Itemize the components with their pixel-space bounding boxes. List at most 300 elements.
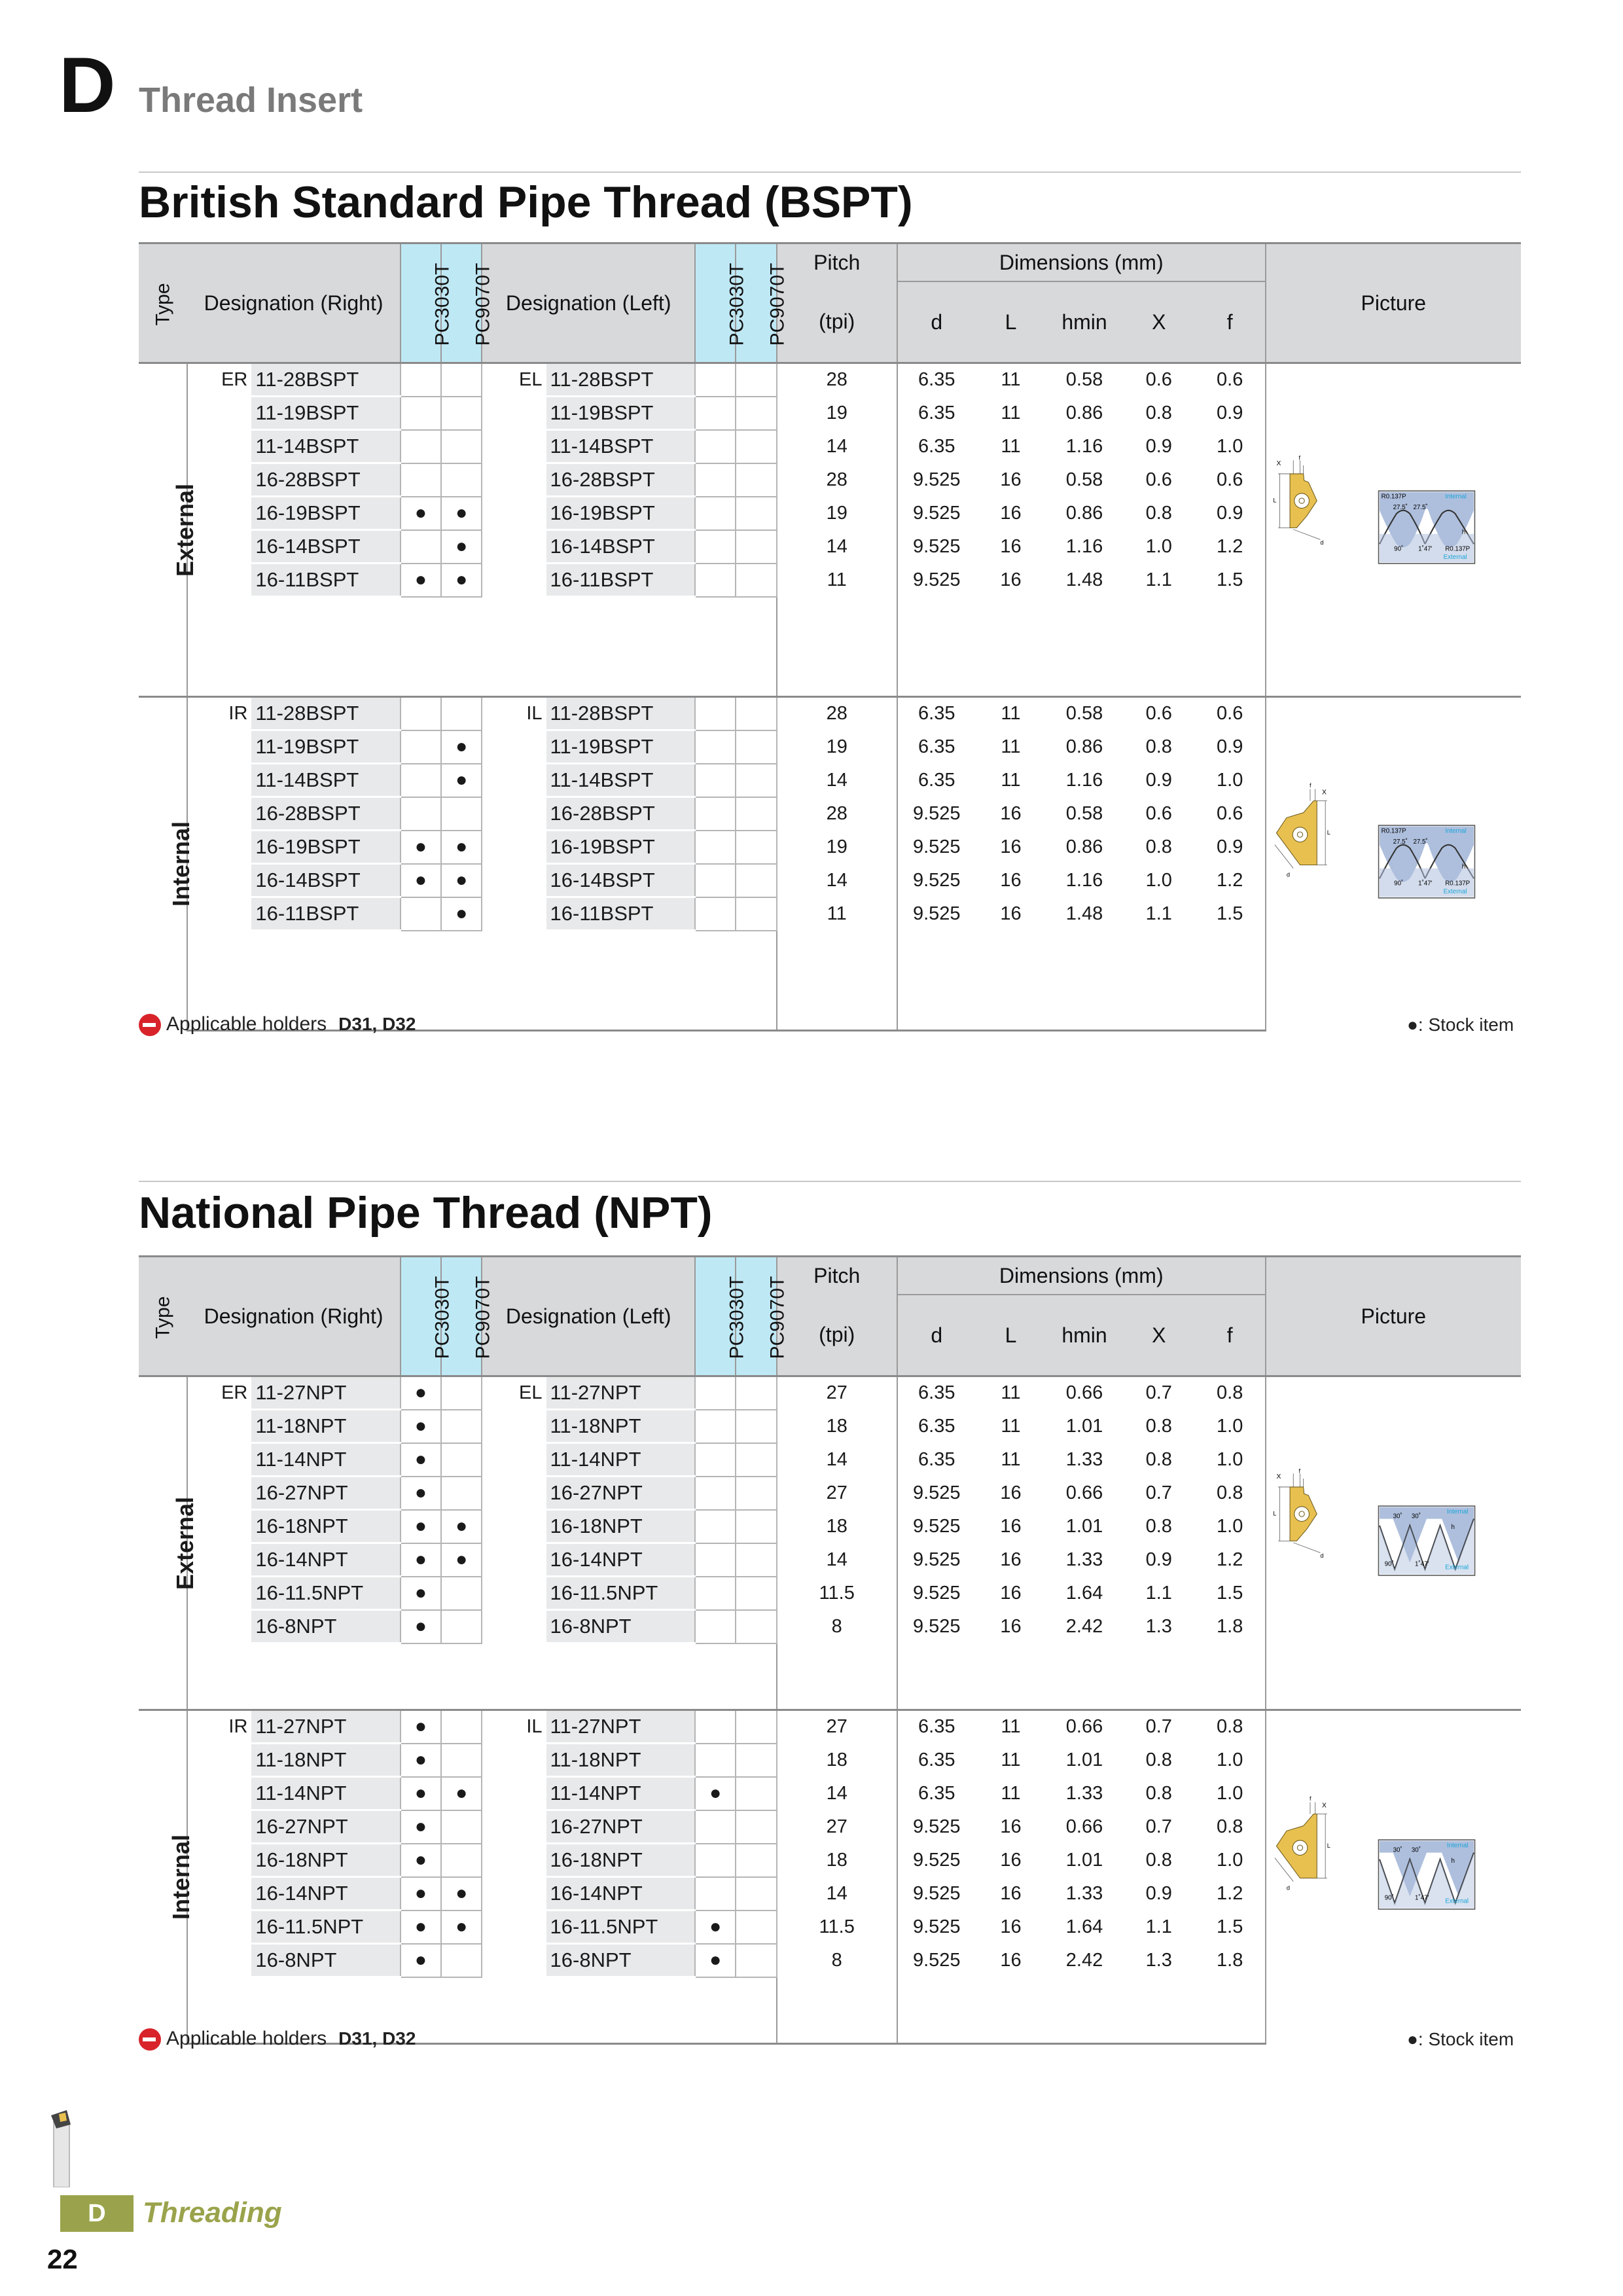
left-code: IL [482,1710,546,1744]
pitch-value [777,664,897,697]
grade2-stock-left [736,397,776,430]
X-value: 0.8 [1145,1782,1172,1804]
grade2-stock-left [736,1777,776,1810]
right-code [187,964,251,997]
grade1-stock-left [695,1510,736,1543]
hmin-value: 1.01 [1065,1749,1103,1770]
grade2-stock-right [441,1477,482,1510]
grade1-stock-left [695,931,736,964]
f-value: 0.6 [1195,797,1266,831]
X-value: 0.8 [1145,1515,1172,1537]
designation-left: 16-27NPT [546,1477,695,1510]
L-label: L [1327,1842,1330,1850]
hmin-value: 1.01 [1065,1849,1103,1871]
d-value [897,964,976,997]
L-value: 16 [1000,569,1022,590]
d-value: 9.525 [912,1949,961,1971]
designation-left-header: Designation (Left) [482,243,695,363]
grade1-stock-left: ● [695,1910,736,1944]
L-value: 16 [1000,1949,1022,1971]
f-value [1195,630,1266,664]
dimensions-header: Dimensions (mm) [897,1257,1266,1295]
grade2-stock-right [441,1744,482,1777]
h-label: h [1461,863,1465,870]
pitch-value: 11 [777,564,897,597]
grade2-stock-left [736,931,776,964]
grade2-stock-left [736,797,776,831]
right-code: ER [221,1382,248,1404]
radius-top-label: R0.137P [1381,493,1406,501]
grade1-stock-right [401,797,441,831]
grade1-stock-left [695,1977,736,2011]
grade1-stock-right [401,1977,441,2011]
X-value: 1.1 [1145,903,1172,924]
hmin-value [1046,964,1122,997]
f-value: 1.8 [1195,1944,1266,1977]
d-value [897,597,976,630]
grade2-stock-right [441,931,482,964]
grade1-stock-left [695,397,736,430]
grade1-stock-right: ● [401,497,441,530]
L-value: 11 [1001,435,1021,457]
grade2-stock-right: ● [441,764,482,797]
designation-left: 16-11.5NPT [546,1910,695,1944]
f-value [1195,964,1266,997]
picture-cell [1266,697,1521,1031]
designation-left [546,664,695,697]
pitch-value: 18 [777,1510,897,1543]
grade1-header-left: PC3030T [695,1257,736,1376]
L-value: 16 [1000,903,1022,924]
grade2-stock-left [736,1844,776,1877]
grade2-stock-left [736,530,776,564]
f-value: 0.9 [1195,831,1266,864]
npt-stock-note: ●: Stock item [1407,2029,1514,2049]
right-code [187,397,251,430]
grade1-stock-left [695,1376,736,1410]
hmin-value: 0.86 [1065,502,1103,524]
grade1-stock-left [695,1610,736,1643]
left-code [482,1643,546,1677]
grade2-stock-left [736,630,776,664]
left-code [482,730,546,764]
pitch-value: 14 [777,764,897,797]
X-value: 0.9 [1145,435,1172,457]
X-value: 0.8 [1145,402,1172,423]
hmin-value: 0.66 [1065,1382,1103,1404]
grade2-stock-right: ● [441,864,482,897]
pitch-value: 28 [777,797,897,831]
x-label: X [1276,459,1281,467]
h-label: h [1461,528,1465,536]
page-number: 22 [47,2244,78,2274]
grade1-header-left: PC3030T [695,243,736,363]
designation-right: 11-14NPT [251,1777,400,1810]
grade2-stock-left [736,697,776,730]
grade2-stock-right: ● [441,564,482,597]
X-value: 1.1 [1145,1582,1172,1604]
designation-left: 16-14NPT [546,1877,695,1910]
bspt-applicable-holders: Applicable holders D31, D32 [139,1013,416,1036]
designation-right: 11-27NPT [251,1710,400,1744]
grade2-stock-right [441,1810,482,1844]
picture-cell [1266,1376,1521,1710]
designation-left: 16-28BSPT [546,797,695,831]
grade1-stock-left: ● [695,1944,736,1977]
grade2-stock-left [736,2011,776,2044]
right-code: IR [187,697,251,730]
d-value: 9.525 [912,1515,961,1537]
f-value: 1.0 [1195,1744,1266,1777]
f-value [1195,597,1266,630]
grade2-stock-left [736,1910,776,1944]
picture-header: Picture [1266,243,1521,363]
grade1-stock-left [695,831,736,864]
d-value: 9.525 [912,502,961,524]
L-value [976,1677,1046,1710]
d-value: 9.525 [912,869,961,891]
grade2-stock-right [441,597,482,630]
designation-left: 16-18NPT [546,1844,695,1877]
X-header: X [1123,1295,1195,1376]
hmin-value: 0.86 [1065,736,1103,757]
f-value: 0.8 [1195,1710,1266,1744]
pitch-value [777,997,897,1031]
pitch-value: 28 [777,697,897,730]
h-label: h [1451,1857,1455,1865]
pitch-header: Pitch [777,243,897,282]
designation-right: 16-8NPT [251,1944,400,1977]
X-value: 1.1 [1145,1916,1172,1937]
d-value: 6.35 [918,435,955,457]
designation-right: 11-19BSPT [251,730,400,764]
grade2-stock-left [736,564,776,597]
designation-left: 16-8NPT [546,1944,695,1977]
L-value [976,1977,1046,2011]
designation-left: 11-27NPT [546,1376,695,1410]
angle-90-label: 90˚ [1393,545,1403,553]
f-value: 1.2 [1195,1877,1266,1910]
X-value [1123,1643,1195,1677]
grade1-stock-right: ● [401,1510,441,1543]
designation-left: 16-8NPT [546,1610,695,1643]
f-value: 1.5 [1195,564,1266,597]
grade1-stock-right [401,463,441,497]
pitch-value: 19 [777,831,897,864]
f-value: 1.0 [1195,1510,1266,1543]
grade2-stock-right: ● [441,1910,482,1944]
bspt-stock-note: ●: Stock item [1407,1014,1514,1035]
hmin-header: hmin [1046,1295,1122,1376]
designation-right: 16-11.5NPT [251,1910,400,1944]
designation-left [546,2011,695,2044]
left-code [482,1910,546,1944]
d-value [897,2011,976,2044]
L-value: 16 [1000,802,1022,824]
grade2-stock-left [736,463,776,497]
L-value [976,997,1046,1031]
grade1-stock-right: ● [401,1777,441,1810]
grade2-stock-right [441,1577,482,1610]
L-value [976,630,1046,664]
d-value [897,931,976,964]
angle-right-label: 27.5˚ [1413,503,1428,511]
pitch-value: 8 [777,1944,897,1977]
d-value [897,630,976,664]
X-value [1123,931,1195,964]
hmin-value: 2.42 [1065,1949,1103,1971]
angle-147-label: 1˚47' [1418,545,1433,553]
grade1-stock-left [695,1443,736,1477]
grade2-stock-right: ● [441,831,482,864]
insert-drawing [1274,782,1330,878]
grade2-stock-left [736,764,776,797]
type-header: Type [139,243,187,363]
grade1-stock-right [401,664,441,697]
designation-left: 11-27NPT [546,1710,695,1744]
X-value: 0.7 [1145,1382,1172,1404]
designation-right: 16-8NPT [251,1610,400,1643]
L-value: 16 [1000,1515,1022,1537]
d-value: 9.525 [912,469,961,490]
left-code [482,597,546,630]
type-text: External [171,483,199,577]
L-value [976,964,1046,997]
x-label: X [1276,1473,1281,1480]
left-code [482,530,546,564]
grade2-stock-left [736,997,776,1031]
left-code [482,497,546,530]
X-value [1123,630,1195,664]
grade2-stock-right: ● [441,1510,482,1543]
grade1-stock-left: ● [695,1777,736,1810]
X-value: 0.8 [1145,836,1172,857]
pitch-value [777,1677,897,1710]
grade2-stock-left [736,831,776,864]
X-value [1123,964,1195,997]
right-code [187,1944,251,1977]
d-value [897,664,976,697]
grade1-stock-right: ● [401,831,441,864]
designation-left: 16-27NPT [546,1810,695,1844]
hmin-value: 1.16 [1065,869,1103,891]
f-value: 0.6 [1195,363,1266,397]
L-value: 11 [1001,1782,1021,1804]
pitch-value [777,931,897,964]
X-value [1123,664,1195,697]
designation-left [546,597,695,630]
right-code [187,1977,251,2011]
designation-left: 11-19BSPT [546,730,695,764]
right-code [187,1610,251,1643]
X-value: 0.8 [1145,1749,1172,1770]
hmin-value [1046,1977,1122,2011]
insert-drawing [1273,1467,1323,1559]
grade1-stock-right: ● [401,564,441,597]
pitch-value: 18 [777,1744,897,1777]
grade1-stock-right: ● [401,1944,441,1977]
L-value: 11 [1001,402,1021,423]
grade2-stock-right [441,463,482,497]
grade2-stock-left [736,1543,776,1577]
pitch-value: 14 [777,1443,897,1477]
hmin-value: 0.58 [1065,369,1103,391]
hmin-value [1046,664,1122,697]
grade1-stock-left [695,1577,736,1610]
hmin-value: 1.16 [1065,535,1103,557]
designation-left-header: Designation (Left) [482,1257,695,1376]
pitch-value: 19 [777,497,897,530]
left-code: EL [519,1382,543,1404]
f-label: f [1309,1795,1311,1803]
type-label [139,1710,195,2044]
designation-right: 16-14BSPT [251,530,400,564]
designation-right: 11-14BSPT [251,430,400,463]
angle-right-label: 30˚ [1411,1513,1421,1520]
grade1-stock-right [401,397,441,430]
hmin-header: hmin [1046,281,1122,363]
L-value [976,931,1046,964]
grade2-stock-right: ● [441,497,482,530]
L-label: L [1327,829,1330,836]
left-code [482,797,546,831]
grade1-stock-right [401,897,441,931]
L-value: 11 [1001,769,1021,791]
arrow-circle-icon [139,2028,161,2051]
grade2-stock-right [441,1844,482,1877]
hmin-value: 1.33 [1065,1448,1103,1470]
grade1-header: PC3030T [401,1257,441,1376]
X-value [1123,1977,1195,2011]
grade2-stock-left [736,1877,776,1910]
hmin-value: 0.86 [1065,836,1103,857]
right-code [187,897,251,931]
L-value: 16 [1000,869,1022,891]
pitch-value: 28 [777,463,897,497]
X-value: 0.6 [1145,802,1172,824]
designation-left [546,964,695,997]
right-code [187,664,251,697]
hmin-value: 0.58 [1065,469,1103,490]
left-code [482,764,546,797]
designation-right: 11-14BSPT [251,764,400,797]
L-value: 11 [1001,1382,1021,1404]
grade2-header-left: PC9070T [736,1257,776,1376]
grade1-stock-right [401,1677,441,1710]
grade2-stock-right [441,2011,482,2044]
grade2-stock-left [736,1577,776,1610]
pitch-value: 19 [777,397,897,430]
radius-bottom-label: R0.137P [1444,545,1470,553]
grade1-stock-right [401,764,441,797]
f-value: 0.8 [1195,1376,1266,1410]
pitch-value: 14 [777,864,897,897]
designation-left: 11-18NPT [546,1744,695,1777]
section-name: Threading [143,2197,282,2229]
pitch-value [777,630,897,664]
table-row [139,697,1521,730]
grade2-stock-left [736,1477,776,1510]
right-code [187,864,251,897]
pitch-value: 27 [777,1710,897,1744]
grade1-stock-left [695,1810,736,1844]
designation-right: 11-18NPT [251,1410,400,1443]
designation-right: 16-14NPT [251,1877,400,1910]
X-value [1123,997,1195,1031]
pitch-value: 18 [777,1410,897,1443]
grade1-stock-right [401,530,441,564]
left-code: IL [482,697,546,730]
grade1-stock-left [695,664,736,697]
pitch-value: 14 [777,530,897,564]
grade2-stock-right: ● [441,530,482,564]
grade2-stock-left [736,1744,776,1777]
L-value: 16 [1000,469,1022,490]
f-value: 1.2 [1195,864,1266,897]
f-value: 1.2 [1195,1543,1266,1577]
f-value [1195,931,1266,964]
left-code [482,1477,546,1510]
internal-insert-diagram [1266,766,1378,897]
f-value: 1.0 [1195,1410,1266,1443]
designation-left: 11-14BSPT [546,430,695,463]
f-value [1195,1677,1266,1710]
grade1-stock-right: ● [401,864,441,897]
left-code [482,1577,546,1610]
X-value: 1.3 [1145,1615,1172,1637]
f-value: 0.9 [1195,497,1266,530]
designation-left: 11-14NPT [546,1777,695,1810]
d-value: 6.35 [918,1749,955,1770]
designation-right [251,664,400,697]
L-value: 16 [1000,836,1022,857]
L-value [976,597,1046,630]
pitch-value [777,964,897,997]
insert-drawing [1273,454,1323,546]
external-label: External [1443,888,1467,895]
designation-left: 11-18NPT [546,1410,695,1443]
right-code: ER [221,369,248,391]
d-value: 6.35 [918,1382,955,1404]
grade2-stock-left [736,497,776,530]
designation-right: 16-14NPT [251,1543,400,1577]
d-value: 9.525 [912,1582,961,1604]
grade1-stock-left [695,1844,736,1877]
external-label: External [1443,553,1467,561]
table-row [139,1710,1521,1744]
left-code [482,1944,546,1977]
internal-label: Internal [1446,1507,1469,1515]
f-header: f [1195,281,1266,363]
internal-insert-diagram [1266,1779,1378,1910]
grade2-stock-right [441,1443,482,1477]
left-code: EL [519,369,543,391]
right-code [187,831,251,864]
designation-right [251,1643,400,1677]
hmin-value: 0.86 [1065,402,1103,423]
type-label [139,363,199,697]
designation-left [546,630,695,664]
designation-right: 16-14BSPT [251,864,400,897]
designation-left: 16-11.5NPT [546,1577,695,1610]
angle-left-label: 30˚ [1393,1513,1402,1520]
right-code [187,597,251,630]
external-label: External [1444,1564,1469,1571]
d-value: 6.35 [918,402,955,423]
designation-left [546,931,695,964]
f-value [1195,1643,1266,1677]
d-value [897,1677,976,1710]
